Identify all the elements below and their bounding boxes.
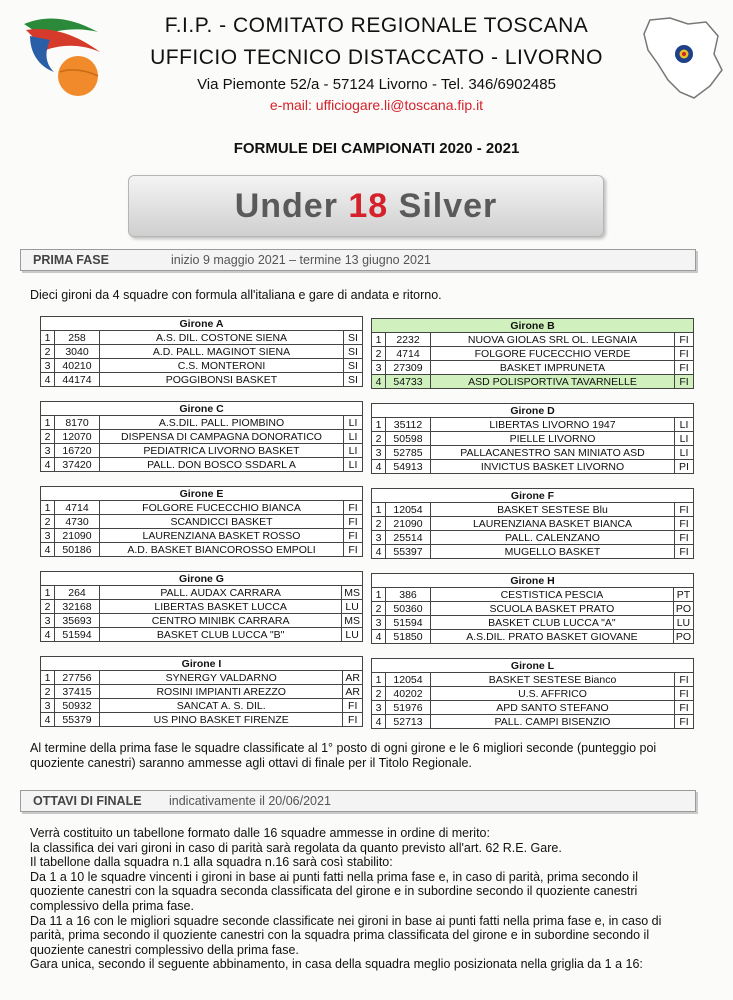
banner-number: 18 — [348, 187, 389, 225]
girone-title: Girone H — [372, 574, 694, 588]
girone-title: Girone D — [372, 404, 694, 418]
team-row — [372, 701, 694, 715]
team-row — [372, 602, 694, 616]
team-province: FI — [675, 687, 694, 701]
team-province: FI — [675, 715, 694, 729]
team-province: FI — [344, 529, 363, 543]
team-row — [41, 416, 363, 430]
team-code: 50360 — [386, 602, 431, 616]
team-rank: 2 — [41, 600, 55, 614]
team-rank: 2 — [372, 687, 386, 701]
team-province: PI — [675, 460, 694, 474]
document-subtitle: FORMULE DEI CAMPIONATI 2020 - 2021 — [233, 140, 520, 157]
team-rank: 1 — [372, 418, 386, 432]
team-rank: 3 — [41, 529, 55, 543]
team-province: FI — [675, 347, 694, 361]
team-name: SCUOLA BASKET PRATO — [431, 602, 674, 616]
team-name: DISPENSA DI CAMPAGNA DONORATICO — [100, 430, 344, 444]
ottavi-line: Verrà costituito un tabellone formato dalle 16 squadre ammesse in ordine di merito: — [30, 826, 490, 840]
team-province: MS — [342, 586, 363, 600]
team-code: 32168 — [55, 600, 100, 614]
girone-table — [40, 656, 363, 727]
team-rank: 2 — [41, 515, 55, 529]
girone-table — [40, 486, 363, 557]
team-name: BASKET SESTESE Blu — [431, 503, 675, 517]
girone-title: Girone A — [41, 317, 363, 331]
team-rank: 1 — [372, 673, 386, 687]
team-code: 264 — [55, 586, 100, 600]
team-row — [372, 588, 694, 602]
team-code: 35112 — [386, 418, 431, 432]
team-row — [41, 628, 363, 642]
team-rank: 3 — [372, 531, 386, 545]
team-province: FI — [344, 501, 363, 515]
team-name: PALL. CALENZANO — [431, 531, 675, 545]
team-row — [372, 673, 694, 687]
team-code: 51976 — [386, 701, 431, 715]
team-name: LIBERTAS LIVORNO 1947 — [431, 418, 675, 432]
girone-table — [371, 403, 694, 474]
team-code: 21090 — [55, 529, 100, 543]
team-row — [372, 333, 694, 347]
team-rank: 4 — [372, 460, 386, 474]
team-code: 2232 — [386, 333, 431, 347]
team-province: FI — [675, 701, 694, 715]
team-row — [372, 361, 694, 375]
team-province: SI — [344, 331, 363, 345]
team-row — [41, 614, 363, 628]
team-name: FOLGORE FUCECCHIO VERDE — [431, 347, 675, 361]
team-province: FI — [675, 361, 694, 375]
ottavi-line: Da 11 a 16 con le migliori squadre seconde classificate nei gironi in base ai punti fatti nella prima fase e, in caso di parità, prima secondo il quoziente canestri con la squadra prima classificata del girone e in subordine secondo il quoziente canestri complessivo della prima fase. — [30, 913, 662, 957]
team-row — [372, 375, 694, 389]
team-code: 12054 — [386, 503, 431, 517]
team-row — [372, 616, 694, 630]
team-province: FI — [675, 545, 694, 559]
team-row — [41, 501, 363, 515]
girone-title: Girone E — [41, 487, 363, 501]
team-rank: 1 — [372, 503, 386, 517]
ottavi-line: Gara unica, secondo il seguente abbinamento, in casa della squadra meglio posizionata nella griglia da 1 a 16: — [30, 957, 643, 972]
team-province: FI — [344, 515, 363, 529]
team-rank: 1 — [41, 671, 55, 685]
team-name: FOLGORE FUCECCHIO BIANCA — [100, 501, 344, 515]
team-province: FI — [675, 503, 694, 517]
team-row — [372, 715, 694, 729]
team-row — [372, 687, 694, 701]
team-rank: 4 — [41, 543, 55, 557]
team-name: A.S.DIL. PALL. PIOMBINO — [100, 416, 344, 430]
team-rank: 2 — [372, 432, 386, 446]
address-line: Via Piemonte 52/a - 57124 Livorno - Tel. 346/6902485 — [197, 76, 556, 93]
team-rank: 3 — [41, 359, 55, 373]
banner-post: Silver — [388, 187, 498, 225]
team-code: 44174 — [55, 373, 100, 387]
team-name: LIBERTAS BASKET LUCCA — [100, 600, 342, 614]
girone-table — [40, 571, 363, 642]
team-code: 37415 — [55, 685, 100, 699]
team-rank: 2 — [41, 685, 55, 699]
team-code: 52785 — [386, 446, 431, 460]
team-row — [41, 713, 363, 727]
team-name: ASD POLISPORTIVA TAVARNELLE — [431, 375, 675, 389]
team-name: LAURENZIANA BASKET BIANCA — [431, 517, 675, 531]
team-name: PEDIATRICA LIVORNO BASKET — [100, 444, 344, 458]
phase-name: OTTAVI DI FINALE — [33, 794, 142, 808]
team-rank: 4 — [372, 630, 386, 644]
team-row — [41, 331, 363, 345]
team-name: CESTISTICA PESCIA — [431, 588, 674, 602]
ottavi-line: Da 1 a 10 le squadre vincenti i gironi in base ai punti fatti nella prima fase e, in caso di parità, prima secondo il quoziente canestri con la squadra seconda classificata del girone e in subordine secondo il quoziente canestri complessivo della prima fase. — [30, 869, 638, 913]
team-row — [41, 430, 363, 444]
team-rank: 1 — [372, 333, 386, 347]
team-rank: 2 — [372, 602, 386, 616]
team-province: LU — [342, 600, 363, 614]
team-rank: 2 — [41, 430, 55, 444]
ottavi-line: la classifica dei vari gironi in caso di parità sarà regolata da quanto previsto all'art. 62 R.E. Gare. — [30, 840, 562, 855]
team-province: LU — [342, 628, 363, 642]
team-code: 50186 — [55, 543, 100, 557]
team-province: LI — [675, 432, 694, 446]
team-province: FI — [675, 517, 694, 531]
team-row — [41, 529, 363, 543]
team-name: BASKET CLUB LUCCA "B" — [100, 628, 342, 642]
team-name: PALL. CAMPI BISENZIO — [431, 715, 675, 729]
team-province: LI — [675, 446, 694, 460]
email-line: e-mail: ufficiogare.li@toscana.fip.it — [269, 97, 484, 113]
team-code: 54733 — [386, 375, 431, 389]
team-province: FI — [343, 699, 363, 713]
team-row — [372, 347, 694, 361]
team-code: 4714 — [386, 347, 431, 361]
team-name: A.S. DIL. COSTONE SIENA — [100, 331, 344, 345]
team-code: 8170 — [55, 416, 100, 430]
team-row — [41, 345, 363, 359]
team-row — [41, 600, 363, 614]
team-row — [372, 432, 694, 446]
team-province: FI — [344, 543, 363, 557]
team-province: MS — [342, 614, 363, 628]
team-rank: 2 — [372, 347, 386, 361]
team-code: 50932 — [55, 699, 100, 713]
team-rank: 4 — [41, 373, 55, 387]
team-row — [41, 543, 363, 557]
team-province: PO — [673, 630, 693, 644]
team-rank: 1 — [41, 586, 55, 600]
team-rank: 3 — [41, 614, 55, 628]
girone-table — [371, 488, 694, 559]
team-province: LI — [344, 430, 363, 444]
team-rank: 1 — [372, 588, 386, 602]
team-name: BASKET CLUB LUCCA "A" — [431, 616, 674, 630]
team-code: 40202 — [386, 687, 431, 701]
team-name: PALLACANESTRO SAN MINIATO ASD — [431, 446, 675, 460]
team-code: 27309 — [386, 361, 431, 375]
team-province: AR — [343, 685, 363, 699]
team-name: PIELLE LIVORNO — [431, 432, 675, 446]
team-code: 21090 — [386, 517, 431, 531]
team-name: POGGIBONSI BASKET — [100, 373, 344, 387]
team-rank: 3 — [41, 699, 55, 713]
team-name: LAURENZIANA BASKET ROSSO — [100, 529, 344, 543]
team-row — [41, 685, 363, 699]
team-province: LI — [675, 418, 694, 432]
team-province: FI — [675, 531, 694, 545]
team-code: 55397 — [386, 545, 431, 559]
team-province: FI — [675, 375, 694, 389]
team-name: U.S. AFFRICO — [431, 687, 675, 701]
team-code: 27756 — [55, 671, 100, 685]
girone-table — [371, 658, 694, 729]
team-code: 37420 — [55, 458, 100, 472]
team-code: 55379 — [55, 713, 100, 727]
team-name: CENTRO MINIBK CARRARA — [100, 614, 342, 628]
team-code: 386 — [386, 588, 431, 602]
championship-banner — [128, 175, 604, 237]
team-rank: 2 — [372, 517, 386, 531]
team-name: A.D. BASKET BIANCOROSSO EMPOLI — [100, 543, 344, 557]
team-province: LI — [344, 458, 363, 472]
team-province: AR — [343, 671, 363, 685]
team-code: 12054 — [386, 673, 431, 687]
girone-title: Girone B — [372, 319, 694, 333]
team-code: 51594 — [55, 628, 100, 642]
prima-fase-intro: Dieci gironi da 4 squadre con formula all'italiana e gare di andata e ritorno. — [30, 288, 442, 302]
girone-table — [371, 318, 694, 389]
team-row — [41, 699, 363, 713]
office-title: UFFICIO TECNICO DISTACCATO - LIVORNO — [150, 46, 603, 69]
team-province: PT — [673, 588, 693, 602]
team-code: 54913 — [386, 460, 431, 474]
girone-title: Girone I — [41, 657, 363, 671]
girone-title: Girone F — [372, 489, 694, 503]
team-name: BASKET IMPRUNETA — [431, 361, 675, 375]
ottavi-text — [30, 826, 692, 972]
phase-dates: inizio 9 maggio 2021 – termine 13 giugno 2021 — [171, 253, 431, 267]
team-code: 3040 — [55, 345, 100, 359]
team-row — [41, 359, 363, 373]
team-rank: 4 — [372, 375, 386, 389]
team-row — [372, 446, 694, 460]
team-row — [41, 586, 363, 600]
team-rank: 3 — [41, 444, 55, 458]
team-province: SI — [344, 345, 363, 359]
team-province: SI — [344, 373, 363, 387]
team-name: SYNERGY VALDARNO — [100, 671, 343, 685]
ottavi-line: Il tabellone dalla squadra n.1 alla squadra n.16 sarà così stabilito: — [30, 855, 393, 870]
team-code: 258 — [55, 331, 100, 345]
girone-table — [371, 573, 694, 644]
team-name: ROSINI IMPIANTI AREZZO — [100, 685, 343, 699]
team-code: 51594 — [386, 616, 431, 630]
team-code: 4714 — [55, 501, 100, 515]
team-name: US PINO BASKET FIRENZE — [100, 713, 343, 727]
team-row — [372, 503, 694, 517]
girone-title: Girone G — [41, 572, 363, 586]
team-name: SCANDICCI BASKET — [100, 515, 344, 529]
team-province: LI — [344, 416, 363, 430]
girone-title: Girone C — [41, 402, 363, 416]
after-group-text: Al termine della prima fase le squadre classificate al 1° posto di ogni girone e le 6 migliori seconde (punteggio poi quoziente canestri) saranno ammesse agli ottavi di finale per il Titolo Regionale. — [30, 741, 657, 770]
team-rank: 4 — [372, 715, 386, 729]
team-province: SI — [344, 359, 363, 373]
banner-pre: Under — [234, 187, 349, 225]
team-name: NUOVA GIOLAS SRL OL. LEGNAIA — [431, 333, 675, 347]
team-rank: 4 — [41, 628, 55, 642]
team-name: PALL. DON BOSCO SSDARL A — [100, 458, 344, 472]
team-name: BASKET SESTESE Bianco — [431, 673, 675, 687]
team-province: FI — [675, 673, 694, 687]
prima-fase-header — [20, 249, 696, 271]
team-row — [372, 630, 694, 644]
team-code: 40210 — [55, 359, 100, 373]
team-code: 52713 — [386, 715, 431, 729]
team-name: A.D. PALL. MAGINOT SIENA — [100, 345, 344, 359]
girone-title: Girone L — [372, 659, 694, 673]
team-name: INVICTUS BASKET LIVORNO — [431, 460, 675, 474]
girone-table — [40, 316, 363, 387]
girone-table — [40, 401, 363, 472]
team-code: 12070 — [55, 430, 100, 444]
team-code: 51850 — [386, 630, 431, 644]
team-name: A.S.DIL. PRATO BASKET GIOVANE — [431, 630, 674, 644]
team-name: PALL. AUDAX CARRARA — [100, 586, 342, 600]
team-province: FI — [343, 713, 363, 727]
team-row — [372, 460, 694, 474]
team-code: 4730 — [55, 515, 100, 529]
team-row — [41, 458, 363, 472]
team-rank: 1 — [41, 416, 55, 430]
team-rank: 4 — [41, 713, 55, 727]
team-province: LI — [344, 444, 363, 458]
org-title: F.I.P. - COMITATO REGIONALE TOSCANA — [164, 14, 589, 37]
team-row — [372, 531, 694, 545]
ottavi-header — [20, 790, 696, 812]
team-row — [41, 515, 363, 529]
team-rank: 1 — [41, 331, 55, 345]
team-rank: 4 — [372, 545, 386, 559]
team-name: SANCAT A. S. DIL. — [100, 699, 343, 713]
team-row — [372, 418, 694, 432]
team-rank: 3 — [372, 361, 386, 375]
team-name: MUGELLO BASKET — [431, 545, 675, 559]
team-row — [41, 671, 363, 685]
team-rank: 3 — [372, 701, 386, 715]
team-name: C.S. MONTERONI — [100, 359, 344, 373]
team-code: 16720 — [55, 444, 100, 458]
team-row — [41, 373, 363, 387]
team-code: 25514 — [386, 531, 431, 545]
team-code: 35693 — [55, 614, 100, 628]
team-rank: 3 — [372, 446, 386, 460]
team-rank: 4 — [41, 458, 55, 472]
team-rank: 2 — [41, 345, 55, 359]
phase-name: PRIMA FASE — [33, 253, 109, 267]
team-row — [372, 545, 694, 559]
team-rank: 3 — [372, 616, 386, 630]
team-rank: 1 — [41, 501, 55, 515]
team-row — [41, 444, 363, 458]
team-province: LU — [673, 616, 693, 630]
team-name: APD SANTO STEFANO — [431, 701, 675, 715]
team-province: PO — [673, 602, 693, 616]
team-code: 50598 — [386, 432, 431, 446]
team-row — [372, 517, 694, 531]
team-province: FI — [675, 333, 694, 347]
phase-dates: indicativamente il 20/06/2021 — [169, 794, 331, 808]
